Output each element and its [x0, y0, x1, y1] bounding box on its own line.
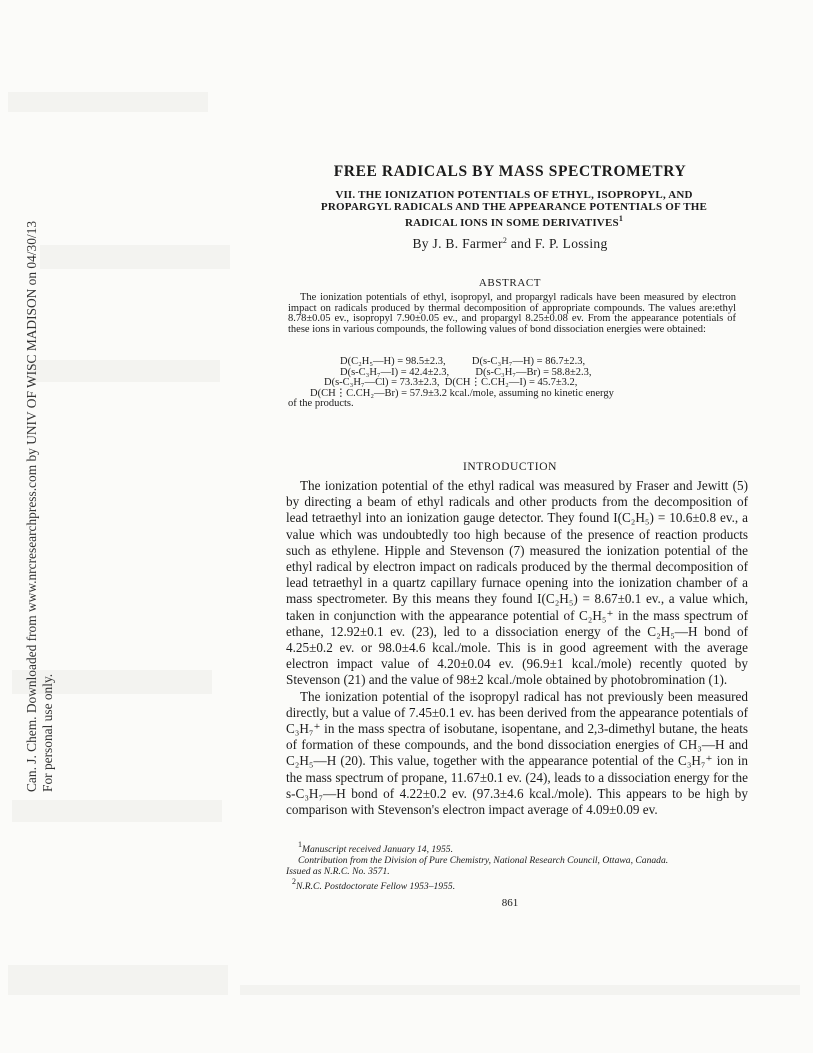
subtitle-line-2: PROPARGYL RADICALS AND THE APPEARANCE POTENTIALS OF THE [320, 201, 708, 213]
author-2: and F. P. Lossing [507, 236, 608, 251]
abstract-body [288, 293, 736, 335]
download-notice [4, 220, 55, 792]
download-notice-line-2: For personal use only. [40, 673, 55, 792]
footnote-1 [286, 840, 748, 856]
scan-noise [8, 965, 228, 995]
bond-energy-line: D(C₂H₅—H) = 98.5±2.3, D(s-C₃H₇—H) = 86.7±2.3, [340, 356, 586, 367]
bond-energy-line: D(s-C₃H₇—I) = 42.4±2.3, D(s-C₃H₇—Br) = 58.8±2.3, [340, 366, 592, 378]
introduction-heading: INTRODUCTION [462, 461, 558, 473]
scan-noise [240, 985, 800, 995]
introduction-paragraph-2: The ionization potential of the isopropyl radical has not previously been measured directly, but a value of 7.45±0.1 ev. has been derived from the appearance potentials of C₃H₇⁺ in the mass spectra of isobutane, isopentane, and 2,3-dimethyl butane, the heats of formation of these compounds, and the bond dissociation energies of CH₃—H and C₂H₅—H (20). This value, together with the appearance potential of the C₃H₇⁺ ion in the mass spectrum of propane, 11.67±0.1 ev. (24), leads to a dissociation energy for the s-C₃H₇—H bond of 4.22±0.2 ev. (97.3±4.6 kcal./mole). This appears to be high by comparison with Stevenson's electron impact average of 4.09±0.09 ev. [286, 688, 748, 818]
download-notice-line-1: Can. J. Chem. Downloaded from www.nrcresearchpress.com by UNIV OF WISC MADISON on 04/30/13 [24, 220, 39, 792]
scan-noise [8, 92, 208, 112]
subtitle-line-3 [290, 213, 738, 229]
article-title: FREE RADICALS BY MASS SPECTROMETRY [333, 163, 687, 180]
bond-energy-line: of the products. [288, 398, 354, 409]
footnote-mark-1: 1 [618, 214, 624, 223]
authors-line [280, 236, 740, 252]
footnote-1-text: Manuscript received January 14, 1955. [302, 844, 453, 855]
footnote-2 [286, 877, 748, 893]
introduction-body [286, 478, 748, 818]
subtitle-line-3-text: RADICAL IONS IN SOME DERIVATIVES [404, 217, 619, 229]
author-1: By J. B. Farmer [412, 236, 503, 251]
article-subtitle [290, 189, 738, 229]
footnotes [286, 840, 748, 893]
footnote-2-mark: 2 [292, 877, 296, 887]
scan-noise [40, 245, 230, 269]
scan-noise [30, 360, 220, 382]
subtitle-line-1: VII. THE IONIZATION POTENTIALS OF ETHYL, ISOPROPYL, AND [335, 189, 693, 201]
footnote-mark-2: 2 [502, 236, 508, 245]
bond-energy-line: D(s-C₃H₇—Cl) = 73.3±2.3, D(CH⋮C.CH₂—I) = 45.7±3.2, [324, 377, 578, 388]
footnote-2-text: N.R.C. Postdoctorate Fellow 1953–1955. [296, 881, 456, 893]
abstract-heading: ABSTRACT [478, 277, 542, 289]
bond-energies-list [288, 357, 748, 410]
abstract-text: The ionization potentials of ethyl, isopropyl, and propargyl radicals have been measured by electron impact on radicals produced by thermal decomposition of appropriate compounds. The values are:ethyl 8.78±0.05 ev., isopropyl 7.90±0.05 ev., and propargyl 8.25±0.08 ev. From the appearance potentials of these ions in various compounds, the following values of bond dissociation energies were obtained: [288, 292, 736, 335]
footnote-issued: Issued as N.R.C. No. 3571. [286, 865, 390, 877]
introduction-paragraph-1: The ionization potential of the ethyl radical was measured by Fraser and Jewitt (5) by directing a beam of ethyl radicals and other products from the decomposition of lead tetraethyl into an ionization gauge detector. They found I(C₂H₅) = 10.6±0.8 ev., a value which was undoubtedly too high because of the presence of reaction products such as ethylene. Hipple and Stevenson (7) measured the ionization potential of the ethyl radical by electron impact on radicals produced by the thermal decomposition of lead tetraethyl in a quartz capillary furnace opening into the ionization chamber of a mass spectrometer. By this means they found I(C₂H₅) = 8.67±0.1 ev., a value which, taken in conjunction with the appearance potential of C₂H₅⁺ in the mass spectrum of ethane, 12.92±0.1 ev. (23), led to a dissociation energy of the C₂H₅—H bond of 4.25±0.2 ev. or 98.0±4.6 kcal./mole. This is in good agreement with the average electron impact value of 4.20±0.04 ev. (96.9±1 kcal./mole) recently quoted by Stevenson (21) and the value of 98±2 kcal./mole obtained by photobromination (1). [286, 478, 748, 688]
bond-energy-line: D(CH⋮C.CH₂—Br) = 57.9±3.2 kcal./mole, assuming no kinetic energy [310, 387, 614, 399]
footnote-contribution: Contribution from the Division of Pure Chemistry, National Research Council, Ottawa, Canada. [298, 854, 669, 866]
page-number: 861 [501, 897, 519, 909]
scan-noise [12, 800, 222, 822]
footnote-1-mark: 1 [298, 840, 302, 849]
